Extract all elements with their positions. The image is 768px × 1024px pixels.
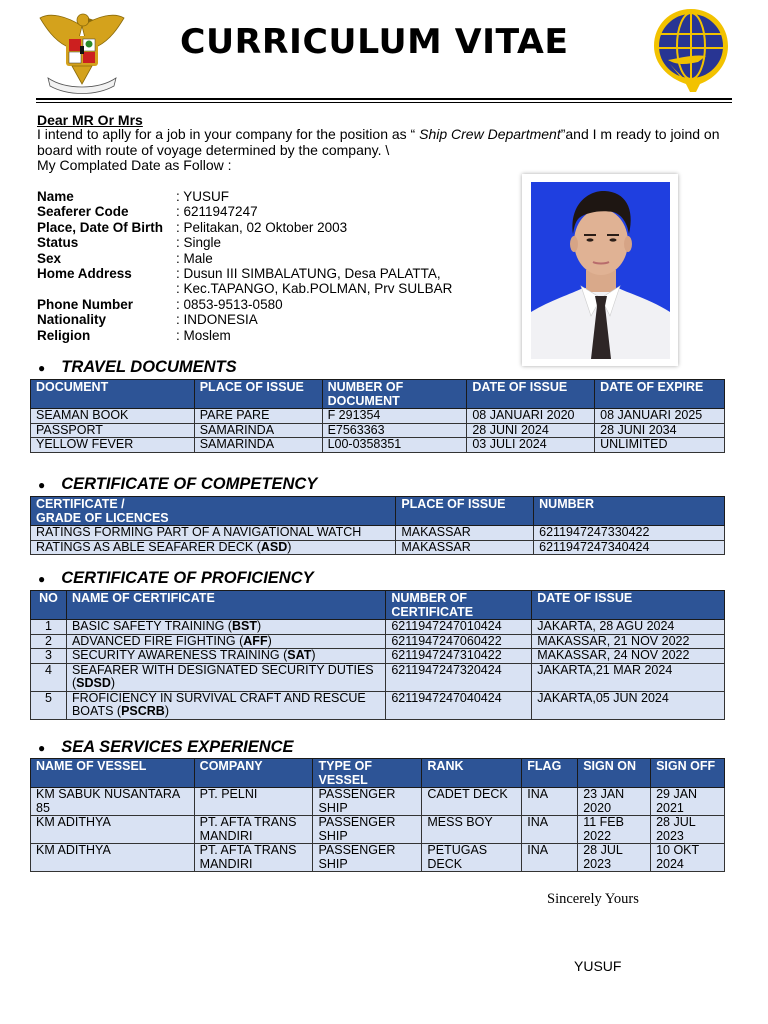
column-header: NO: [31, 591, 67, 620]
column-header: NUMBER OF DOCUMENT: [322, 380, 467, 409]
header-divider-thin: [36, 102, 732, 103]
table-row: [31, 438, 725, 453]
cell: 6211947247010424: [386, 620, 532, 635]
cell: PASSENGER SHIP: [313, 816, 422, 844]
table-row: [31, 816, 725, 844]
cell: 6211947247330422: [534, 526, 725, 541]
table-header-row: [31, 380, 725, 409]
cell: 08 JANUARI 2025: [595, 409, 725, 424]
column-header: FLAG: [522, 759, 578, 788]
personal-row-seafarer-code: [37, 204, 452, 219]
cell: 28 JUL 2023: [578, 844, 651, 872]
header-line: GRADE OF LICENCES: [36, 510, 169, 525]
close-paren: ): [311, 648, 316, 662]
cell: E7563363: [322, 423, 467, 438]
label: Seaferer Code: [37, 204, 129, 220]
table-row: [31, 649, 725, 664]
intro-line2: My Complated Date as Follow :: [37, 157, 232, 173]
column-header: DATE OF ISSUE: [467, 380, 595, 409]
cell: 6211947247060422: [386, 634, 532, 649]
cell: [66, 634, 385, 649]
cell: PT. PELNI: [194, 788, 313, 816]
column-header: NAME OF VESSEL: [31, 759, 195, 788]
cert-name: FROFICIENCY IN SURVIVAL CRAFT AND RESCUE BOATS (: [71, 690, 366, 718]
table-row: [31, 409, 725, 424]
personal-row-address-cont: [37, 281, 452, 296]
cell: PT. AFTA TRANS MANDIRI: [194, 844, 313, 872]
table-row: [31, 540, 725, 555]
bullet-icon: ●: [38, 571, 46, 586]
cell: [66, 663, 385, 691]
cell: MESS BOY: [422, 816, 522, 844]
column-header: PLACE OF ISSUE: [396, 497, 534, 526]
label: Home Address: [37, 266, 132, 282]
label: Sex: [37, 250, 62, 266]
table-row: [31, 691, 725, 719]
cell: 08 JANUARI 2020: [467, 409, 595, 424]
cell: KM ADITHYA: [31, 816, 195, 844]
value: : 0853-9513-0580: [176, 296, 283, 312]
intro-text: I intend to aplly for a job in your company for the position as “: [37, 126, 420, 142]
cell: F 291354: [322, 409, 467, 424]
personal-row-name: [37, 189, 452, 204]
close-paren: ): [256, 619, 262, 633]
column-header: SIGN ON: [578, 759, 651, 788]
bullet-icon: ●: [38, 740, 46, 755]
cell: MAKASSAR, 24 NOV 2022: [532, 649, 725, 664]
table-header-row: [31, 759, 725, 788]
table-header-row: [31, 497, 725, 526]
cell: [66, 691, 385, 719]
table-row: [31, 844, 725, 872]
cell: PASSENGER SHIP: [313, 788, 422, 816]
cert-abbr: AFF: [243, 633, 268, 648]
garuda-emblem-icon: [36, 6, 128, 96]
transportation-emblem-icon: [650, 6, 732, 94]
cell: JAKARTA, 28 AGU 2024: [532, 620, 725, 635]
cell: 2: [31, 634, 67, 649]
cell: CADET DECK: [422, 788, 522, 816]
table-row: [31, 634, 725, 649]
section-title-proficiency: [36, 569, 314, 588]
cert-name: BASIC SAFETY TRAINING (: [71, 619, 232, 633]
cell: 03 JULI 2024: [467, 438, 595, 453]
section-title-travel-documents: [36, 358, 237, 377]
personal-details: [37, 189, 452, 343]
close-paren: ): [267, 633, 272, 648]
closing-salutation: Sincerely Yours: [547, 891, 639, 907]
cell: KM ADITHYA: [31, 844, 195, 872]
greeting: Dear MR Or Mrs: [37, 112, 143, 128]
cert-abbr: BST: [231, 619, 257, 633]
personal-row-religion: [37, 328, 452, 343]
label: Religion: [37, 327, 91, 343]
table-row: [31, 620, 725, 635]
bullet-icon: ●: [38, 360, 46, 375]
cell: SAMARINDA: [194, 438, 322, 453]
section-title-text: CERTIFICATE OF COMPETENCY: [61, 475, 318, 493]
close-paren: ): [287, 539, 292, 554]
cell: YELLOW FEVER: [31, 438, 195, 453]
cell: [66, 620, 385, 635]
table-row: [31, 526, 725, 541]
section-title-text: CERTIFICATE OF PROFICIENCY: [61, 569, 314, 587]
table-row: [31, 423, 725, 438]
label: Nationality: [37, 312, 107, 328]
personal-row-phone: [37, 297, 452, 312]
column-header: COMPANY: [194, 759, 313, 788]
intro-text-cont: ”and I m ready to joind on board with route of voyage determined by the company. \: [37, 126, 720, 158]
value: : Kec.TAPANGO, Kab.POLMAN, Prv SULBAR: [176, 281, 453, 297]
table-row: [31, 663, 725, 691]
column-header: DATE OF ISSUE: [532, 591, 725, 620]
personal-row-address: [37, 266, 452, 281]
label: [37, 281, 176, 296]
cell: INA: [522, 816, 578, 844]
value: : Moslem: [176, 327, 231, 343]
cell: 11 FEB 2022: [578, 816, 651, 844]
cert-name: RATINGS AS ABLE SEAFARER DECK (: [36, 539, 261, 554]
value: : 6211947247: [176, 204, 258, 220]
cell: 29 JAN 2021: [651, 788, 725, 816]
value: : Male: [176, 250, 213, 266]
value: : Pelitakan, 02 Oktober 2003: [176, 219, 348, 235]
cell: 6211947247040424: [386, 691, 532, 719]
cert-name: SECURITY AWARENESS TRAINING (: [71, 648, 288, 662]
column-header: SIGN OFF: [651, 759, 725, 788]
cell: 6211947247310422: [386, 649, 532, 664]
cell: SEAMAN BOOK: [31, 409, 195, 424]
cert-abbr: SAT: [287, 648, 312, 662]
section-title-text: TRAVEL DOCUMENTS: [61, 358, 237, 376]
competency-table: [30, 496, 725, 555]
cert-name: ADVANCED FIRE FIGHTING (: [71, 633, 244, 648]
page-title: CURRICULUM VITAE: [180, 22, 569, 62]
cell: KM SABUK NUSANTARA 85: [31, 788, 195, 816]
signature-name: YUSUF: [574, 958, 622, 974]
section-title-text: SEA SERVICES EXPERIENCE: [61, 738, 294, 756]
header-line: CERTIFICATE /: [36, 497, 125, 511]
intro-position: Ship Crew Department: [419, 126, 561, 142]
column-header: DATE OF EXPIRE: [595, 380, 725, 409]
section-title-sea-service: [36, 738, 294, 757]
cell: 28 JUL 2023: [651, 816, 725, 844]
cell: 10 OKT 2024: [651, 844, 725, 872]
personal-row-sex: [37, 251, 452, 266]
cell: [66, 649, 385, 664]
cell: RATINGS FORMING PART OF A NAVIGATIONAL WATCH: [31, 526, 396, 541]
cell: L00-0358351: [322, 438, 467, 453]
column-header: NAME OF CERTIFICATE: [66, 591, 385, 620]
cell: 1: [31, 620, 67, 635]
column-header: DOCUMENT: [31, 380, 195, 409]
cell: MAKASSAR: [396, 526, 534, 541]
table-row: [31, 788, 725, 816]
cell: 23 JAN 2020: [578, 788, 651, 816]
cell: 5: [31, 691, 67, 719]
header-divider: [36, 98, 732, 100]
close-paren: ): [164, 704, 169, 718]
label: Status: [37, 235, 79, 251]
cell: SAMARINDA: [194, 423, 322, 438]
cell: INA: [522, 788, 578, 816]
cell: INA: [522, 844, 578, 872]
intro-paragraph: [37, 127, 737, 174]
cell: MAKASSAR: [396, 540, 534, 555]
travel-documents-table: [30, 379, 725, 453]
cert-name: SEAFARER WITH DESIGNATED SECURITY DUTIES (: [71, 662, 374, 690]
cert-abbr: SDSD: [76, 676, 111, 690]
value: : Single: [176, 235, 222, 251]
proficiency-table: [30, 590, 725, 720]
close-paren: ): [110, 676, 116, 690]
column-header: NUMBER: [534, 497, 725, 526]
personal-row-birth: [37, 220, 452, 235]
column-header: TYPE OF VESSEL: [313, 759, 422, 788]
column-header: [31, 497, 396, 526]
bullet-icon: ●: [38, 477, 46, 492]
cell: 6211947247320424: [386, 663, 532, 691]
value: : YUSUF: [176, 189, 230, 204]
section-title-competency: [36, 475, 317, 494]
cell: JAKARTA,21 MAR 2024: [532, 663, 725, 691]
profile-photo-frame: [522, 174, 678, 366]
column-header: NUMBER OF CERTIFICATE: [386, 591, 532, 620]
cell: PT. AFTA TRANS MANDIRI: [194, 816, 313, 844]
label: Place, Date Of Birth: [37, 219, 164, 235]
cert-abbr: PSCRB: [121, 704, 165, 718]
table-header-row: [31, 591, 725, 620]
personal-row-status: [37, 235, 452, 250]
personal-row-nationality: [37, 312, 452, 327]
value: : Dusun III SIMBALATUNG, Desa PALATTA,: [176, 266, 441, 282]
cell: UNLIMITED: [595, 438, 725, 453]
cell: MAKASSAR, 21 NOV 2022: [532, 634, 725, 649]
cell: 4: [31, 663, 67, 691]
cell: PETUGAS DECK: [422, 844, 522, 872]
sea-service-table: [30, 758, 725, 872]
value: : INDONESIA: [176, 312, 258, 328]
cell: 28 JUNI 2024: [467, 423, 595, 438]
cell: 3: [31, 649, 67, 664]
label: Phone Number: [37, 296, 134, 312]
cell: [31, 540, 396, 555]
cell: PARE PARE: [194, 409, 322, 424]
column-header: RANK: [422, 759, 522, 788]
cell: JAKARTA,05 JUN 2024: [532, 691, 725, 719]
cell: 6211947247340424: [534, 540, 725, 555]
cell: PASSPORT: [31, 423, 195, 438]
cell: PASSENGER SHIP: [313, 844, 422, 872]
profile-photo: [531, 182, 670, 359]
label: Name: [37, 189, 74, 204]
column-header: PLACE OF ISSUE: [194, 380, 322, 409]
cell: 28 JUNI 2034: [595, 423, 725, 438]
cert-abbr: ASD: [260, 539, 288, 554]
